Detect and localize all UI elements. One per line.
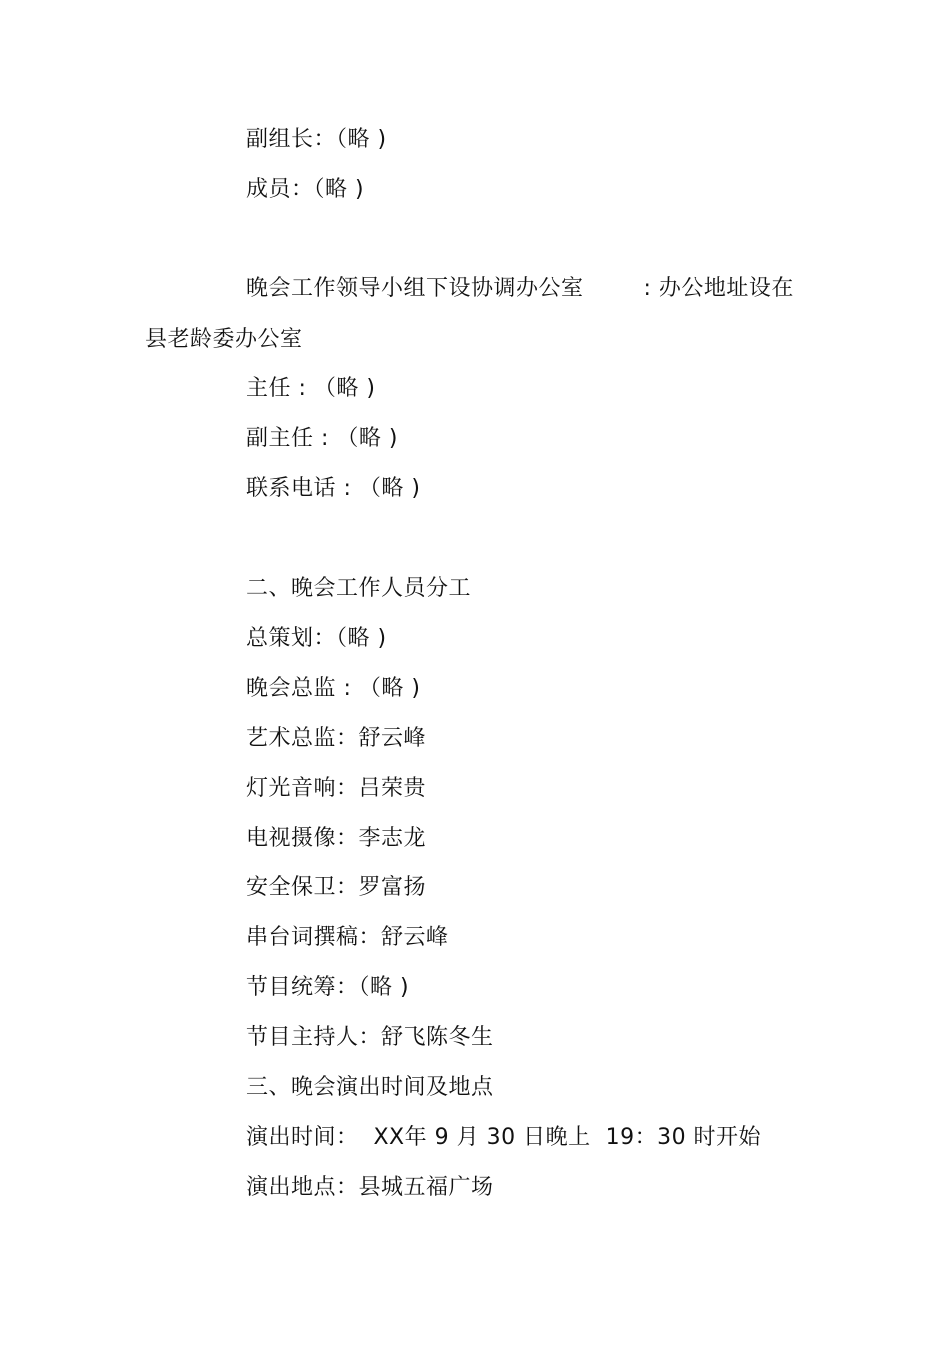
- art-director-line: 艺术总监：舒云峰: [246, 726, 427, 751]
- performance-time-line: 演出时间： XX年 9 月 30 日晚上 19：30 时开始: [246, 1125, 762, 1150]
- lighting-sound-line: 灯光音响：吕荣贵: [246, 776, 427, 801]
- script-writer-line: 串台词撰稿：舒云峰: [246, 925, 449, 950]
- section-three-heading: 三、晚会演出时间及地点: [246, 1075, 494, 1100]
- members-line: 成员：（略 ): [246, 177, 365, 202]
- office-intro-line: 晚会工作领导小组下设协调办公室 : 办公地址设在: [246, 276, 794, 301]
- contact-phone-line: 联系电话 : （略 ): [246, 476, 421, 501]
- host-line: 节目主持人：舒飞陈冬生: [246, 1025, 494, 1050]
- security-line: 安全保卫：罗富扬: [246, 875, 427, 900]
- section-two-heading: 二、晚会工作人员分工: [246, 576, 472, 601]
- director-line: 主任 : （略 ): [246, 376, 376, 401]
- office-location-line: 县老龄委办公室: [145, 327, 303, 352]
- gala-director-line: 晚会总监 : （略 ): [246, 676, 421, 701]
- performance-venue-line: 演出地点：县城五福广场: [246, 1175, 494, 1200]
- chief-planner-line: 总策划：（略 ): [246, 626, 387, 651]
- program-coordinator-line: 节目统筹：（略 ): [246, 975, 410, 1000]
- vice-leader-line: 副组长：（略 ): [246, 127, 387, 152]
- tv-camera-line: 电视摄像：李志龙: [246, 826, 427, 851]
- deputy-director-line: 副主任 : （略 ): [246, 426, 398, 451]
